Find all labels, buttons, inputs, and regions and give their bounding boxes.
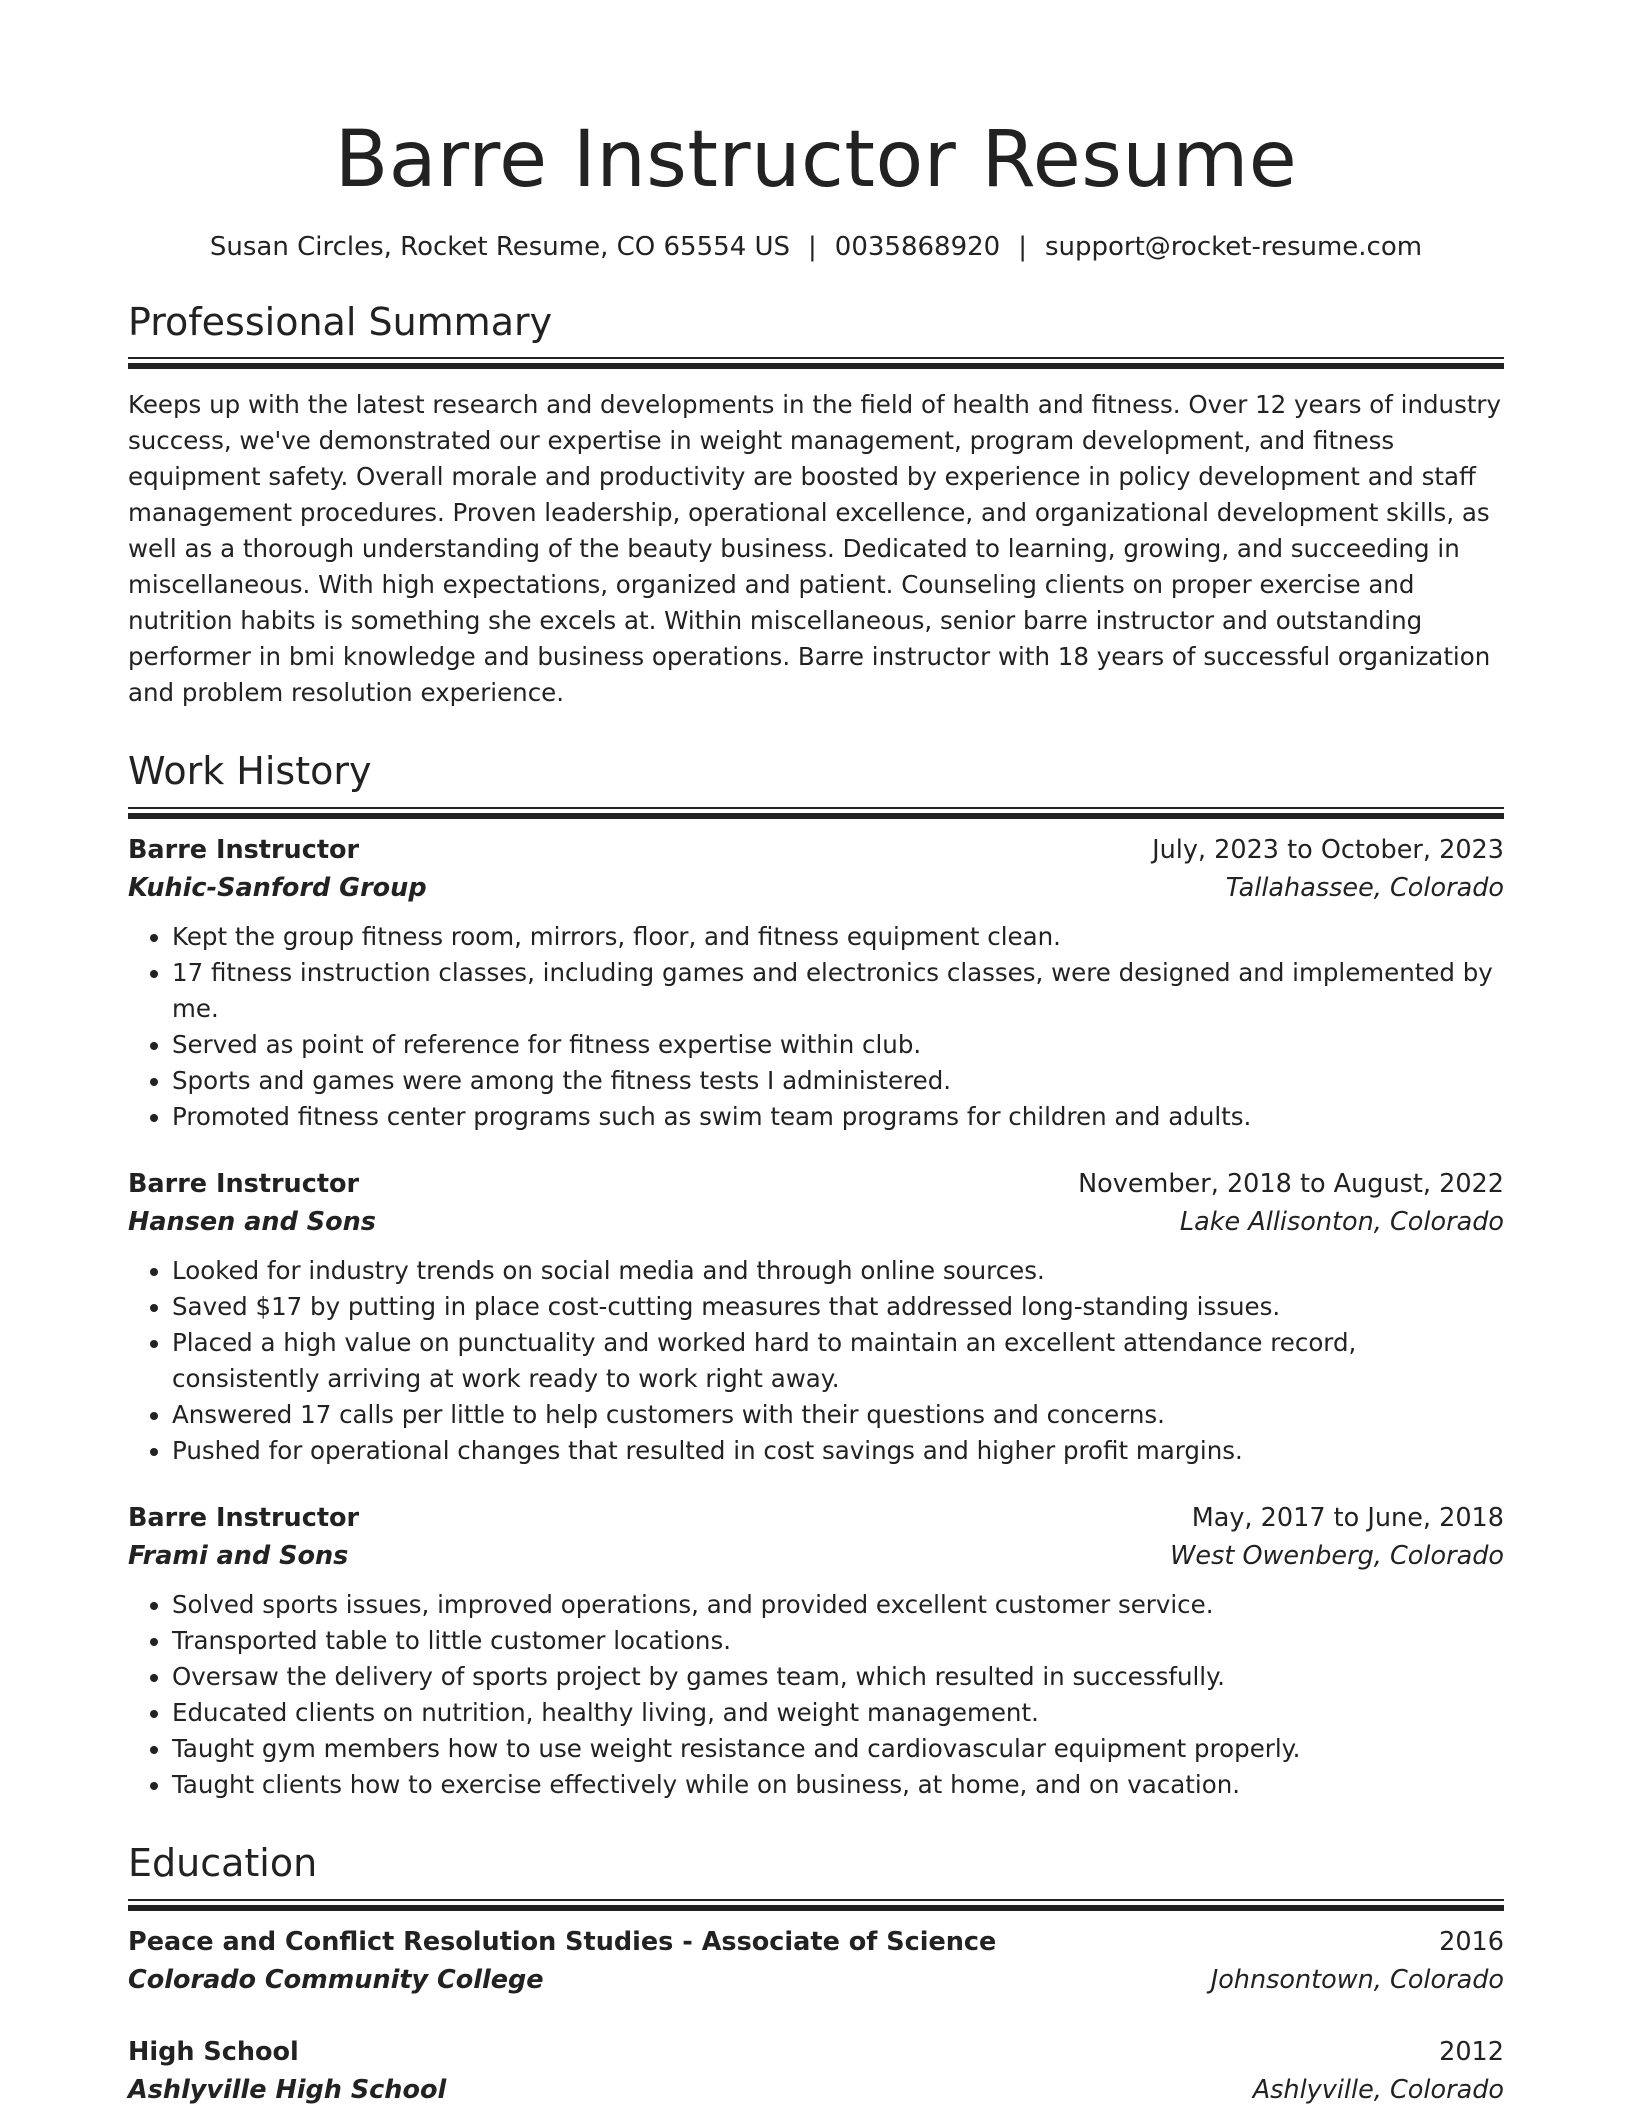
section-heading-work-history: Work History <box>128 749 372 794</box>
job-bullet: • Sports and games were among the fitness tests I administered. <box>172 1063 1504 1099</box>
section-heading-summary: Professional Summary <box>128 299 553 344</box>
job-bullet: • Kept the group fitness room, mirrors, floor, and fitness equipment clean. <box>172 919 1504 955</box>
education-location: Ashlyville, Colorado <box>1252 2074 1504 2105</box>
job-entry <box>128 831 1504 1135</box>
summary-section <box>128 300 1504 712</box>
education-school: Ashlyville High School <box>128 2074 447 2105</box>
contact-email: support@rocket-resume.com <box>1044 231 1423 262</box>
job-location: Tallahassee, Colorado <box>1225 872 1504 903</box>
education-degree: High School <box>128 2036 299 2067</box>
contact-address: Susan Circles, Rocket Resume, CO 65554 US <box>209 231 791 262</box>
contact-phone: 0035868920 <box>834 231 1001 262</box>
job-entry <box>128 1499 1504 1803</box>
job-bullets <box>128 1587 1504 1803</box>
education-degree: Peace and Conflict Resolution Studies - Associate of Science <box>128 1926 997 1957</box>
job-bullet: • Educated clients on nutrition, healthy living, and weight management. <box>172 1695 1504 1731</box>
job-bullet: • Saved $17 by putting in place cost-cutting measures that addressed long-standing issues. <box>172 1289 1504 1325</box>
job-company: Hansen and Sons <box>128 1206 376 1237</box>
education-year: 2016 <box>1439 1926 1504 1957</box>
job-bullet: • Placed a high value on punctuality and worked hard to maintain an excellent attendance record, consistently arriving at work ready to work right away. <box>172 1325 1504 1397</box>
job-bullet: • Served as point of reference for fitness expertise within club. <box>172 1027 1504 1063</box>
job-company: Frami and Sons <box>128 1540 349 1571</box>
education-location: Johnsontown, Colorado <box>1210 1964 1504 1995</box>
job-bullet: • 17 fitness instruction classes, including games and electronics classes, were designed and implemented by me. <box>172 955 1504 1027</box>
education-section <box>128 1841 1504 2109</box>
job-bullet: • Transported table to little customer locations. <box>172 1623 1504 1659</box>
summary-text: Keeps up with the latest research and developments in the field of health and fitness. Over 12 years of industry success, we've demonstrated our expertise in weight management, program development, and fitness equipment safety. Overall morale and productivity are boosted by experience in policy development and staff management procedures. Proven leadership, operational excellence, and organizational development skills, as well as a thorough understanding of the beauty business. Dedicated to learning, growing, and succeeding in miscellaneous. With high expectations, organized and patient. Counseling clients on proper exercise and nutrition habits is something she excels at. Within miscellaneous, senior barre instructor and outstanding performer in bmi knowledge and business operations. Barre instructor with 18 years of successful organization and problem resolution experience. <box>128 390 1502 708</box>
resume-title: Barre Instructor Resume <box>334 115 1298 205</box>
education-school: Colorado Community College <box>128 1964 544 1995</box>
section-divider <box>128 807 1504 817</box>
job-bullet: • Oversaw the delivery of sports project by games team, which resulted in successfully. <box>172 1659 1504 1695</box>
job-title: Barre Instructor <box>128 1502 360 1533</box>
job-bullet: • Pushed for operational changes that resulted in cost savings and higher profit margins. <box>172 1433 1504 1469</box>
contact-separator: | <box>808 231 817 262</box>
education-entry <box>128 2033 1504 2109</box>
job-bullet: • Taught gym members how to use weight resistance and cardiovascular equipment properly. <box>172 1731 1504 1767</box>
contact-separator: | <box>1018 231 1027 262</box>
education-entry <box>128 1923 1504 1999</box>
job-bullet: • Solved sports issues, improved operations, and provided excellent customer service. <box>172 1587 1504 1623</box>
job-dates: November, 2018 to August, 2022 <box>1078 1168 1504 1199</box>
section-heading-education: Education <box>128 1840 318 1885</box>
job-bullet: • Taught clients how to exercise effectively while on business, at home, and on vacation. <box>172 1767 1504 1803</box>
job-dates: May, 2017 to June, 2018 <box>1191 1502 1504 1533</box>
job-bullets <box>128 1253 1504 1469</box>
job-bullet: • Looked for industry trends on social media and through online sources. <box>172 1253 1504 1289</box>
work-history-section <box>128 749 1504 1803</box>
job-dates: July, 2023 to October, 2023 <box>1152 834 1504 865</box>
job-title: Barre Instructor <box>128 834 360 865</box>
job-company: Kuhic-Sanford Group <box>128 872 427 903</box>
education-year: 2012 <box>1439 2036 1504 2067</box>
job-bullets <box>128 919 1504 1135</box>
job-entry <box>128 1165 1504 1469</box>
section-divider <box>128 1899 1504 1909</box>
job-location: Lake Allisonton, Colorado <box>1179 1206 1504 1237</box>
job-bullet: • Promoted fitness center programs such as swim team programs for children and adults. <box>172 1099 1504 1135</box>
contact-line <box>128 232 1504 262</box>
job-title: Barre Instructor <box>128 1168 360 1199</box>
section-divider <box>128 357 1504 367</box>
job-location: West Owenberg, Colorado <box>1170 1540 1504 1571</box>
job-bullet: • Answered 17 calls per little to help customers with their questions and concerns. <box>172 1397 1504 1433</box>
